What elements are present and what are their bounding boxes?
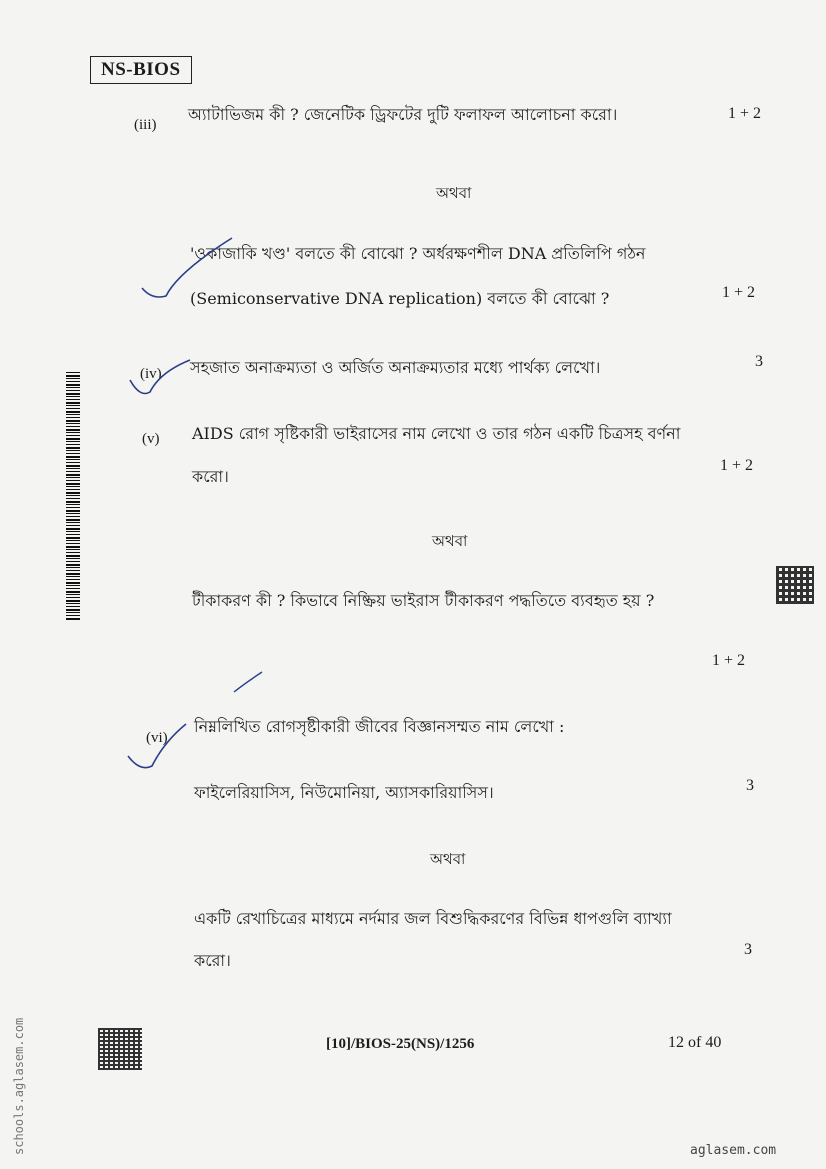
question-marks: 3 xyxy=(746,777,754,794)
tick-mark-icon xyxy=(234,672,262,692)
alternative-question-line: 'ওকাজাকি খণ্ড' বলতে কী বোঝো ? অর্ধরক্ষণশীল DNA প্রতিলিপি গঠন xyxy=(190,244,646,263)
tick-mark-icon xyxy=(130,360,190,394)
question-text: অ্যাটাভিজম কী ? জেনেটিক ড্রিফটের দুটি ফলাফল আলোচনা করো। xyxy=(188,105,618,124)
question-text: ফাইলেরিয়াসিস, নিউমোনিয়া, অ্যাসকারিয়াসিস। xyxy=(194,783,494,802)
tick-mark-icon xyxy=(128,724,186,768)
or-label: অথবা xyxy=(432,532,468,550)
question-text: AIDS রোগ সৃষ্টিকারী ভাইরাসের নাম লেখো ও তার গঠন একটি চিত্রসহ বর্ণনা xyxy=(192,424,681,443)
footer-paper-code: [10]/BIOS-25(NS)/1256 xyxy=(326,1036,475,1052)
question-text: করো। xyxy=(192,467,229,486)
question-number: (vi) xyxy=(146,730,168,746)
question-marks: 1 + 2 xyxy=(712,652,746,669)
question-number: (iii) xyxy=(134,117,157,133)
side-watermark: schools.aglasem.com xyxy=(12,1017,26,1155)
page-number: 12 of 40 xyxy=(668,1034,722,1051)
alternative-question-line: টীকাকরণ কী ? কিভাবে নিষ্ক্রিয় ভাইরাস টীকাকরণ পদ্ধতিতে ব্যবহৃত হয় ? xyxy=(192,591,655,610)
alternative-question-line: একটি রেখাচিত্রের মাধ্যমে নর্দমার জল বিশুদ্ধিকরণের বিভিন্ন ধাপগুলি ব্যাখ্যা xyxy=(194,909,672,928)
question-marks: 3 xyxy=(755,353,763,370)
question-number: (v) xyxy=(142,431,160,447)
or-label: অথবা xyxy=(436,184,472,202)
question-marks: 1 + 2 xyxy=(722,284,756,301)
question-marks: 3 xyxy=(744,941,752,958)
alternative-question-line: (Semiconservative DNA replication) বলতে কী বোঝো ? xyxy=(190,289,610,308)
alternative-question-line: করো। xyxy=(194,951,231,970)
question-number: (iv) xyxy=(140,366,162,382)
bottom-watermark: aglasem.com xyxy=(690,1143,777,1158)
question-marks: 1 + 2 xyxy=(728,105,762,122)
paper-code-box: NS-BIOS xyxy=(90,56,192,84)
or-label: অথবা xyxy=(430,850,466,868)
tick-mark-icon xyxy=(142,238,232,297)
question-text: সহজাত অনাক্রম্যতা ও অর্জিত অনাক্রম্যতার মধ্যে পার্থক্য লেখো। xyxy=(190,358,601,377)
question-marks: 1 + 2 xyxy=(720,457,754,474)
question-text: নিম্নলিখিত রোগসৃষ্টীকারী জীবের বিজ্ঞানসম্মত নাম লেখো : xyxy=(194,717,565,736)
